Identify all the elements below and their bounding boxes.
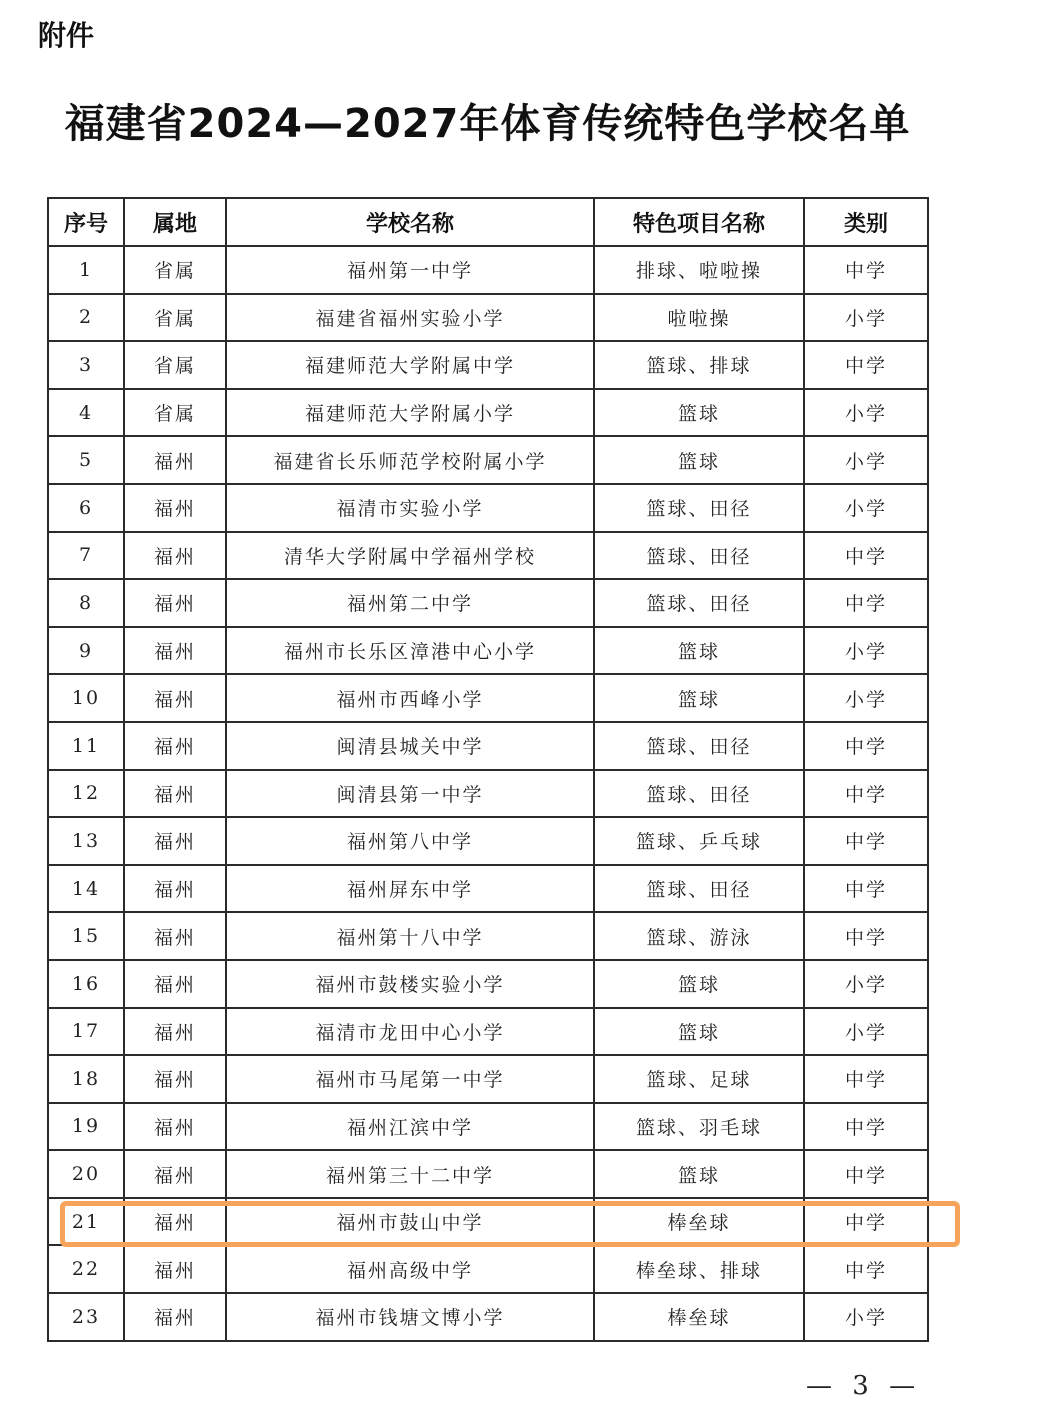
cell-category: 中学 [804, 817, 928, 865]
table-row [48, 1198, 928, 1246]
cell-no: 1 [48, 246, 124, 294]
table-row [48, 294, 928, 342]
cell-region: 省属 [124, 246, 226, 294]
cell-no: 15 [48, 912, 124, 960]
cell-school-name: 福建师范大学附属中学 [226, 341, 594, 389]
header-school-name: 学校名称 [226, 198, 594, 246]
cell-region: 省属 [124, 294, 226, 342]
cell-school-name: 福州市马尾第一中学 [226, 1055, 594, 1103]
cell-category: 中学 [804, 1150, 928, 1198]
cell-no: 5 [48, 436, 124, 484]
cell-sport: 篮球 [594, 674, 804, 722]
table-row [48, 436, 928, 484]
cell-sport: 篮球 [594, 1150, 804, 1198]
table-row [48, 865, 928, 913]
cell-no: 2 [48, 294, 124, 342]
cell-category: 中学 [804, 1055, 928, 1103]
cell-region: 福州 [124, 1245, 226, 1293]
cell-school-name: 福州第一中学 [226, 246, 594, 294]
cell-sport: 篮球、田径 [594, 865, 804, 913]
table-body [48, 246, 928, 1341]
cell-category: 中学 [804, 1198, 928, 1246]
cell-region: 福州 [124, 1150, 226, 1198]
cell-region: 福州 [124, 1055, 226, 1103]
cell-school-name: 闽清县城关中学 [226, 722, 594, 770]
cell-school-name: 福清市龙田中心小学 [226, 1008, 594, 1056]
table-row [48, 817, 928, 865]
cell-category: 中学 [804, 1103, 928, 1151]
cell-sport: 篮球、羽毛球 [594, 1103, 804, 1151]
cell-sport: 啦啦操 [594, 294, 804, 342]
cell-school-name: 闽清县第一中学 [226, 770, 594, 818]
cell-region: 福州 [124, 1103, 226, 1151]
cell-sport: 篮球 [594, 389, 804, 437]
cell-region: 福州 [124, 674, 226, 722]
cell-no: 9 [48, 627, 124, 675]
table-row [48, 674, 928, 722]
cell-no: 10 [48, 674, 124, 722]
cell-category: 中学 [804, 722, 928, 770]
header-region: 属地 [124, 198, 226, 246]
cell-category: 中学 [804, 865, 928, 913]
cell-sport: 篮球、田径 [594, 770, 804, 818]
cell-sport: 篮球、乒乓球 [594, 817, 804, 865]
cell-region: 福州 [124, 1293, 226, 1341]
cell-sport: 篮球、田径 [594, 579, 804, 627]
cell-region: 省属 [124, 341, 226, 389]
table-row [48, 960, 928, 1008]
table-row [48, 1150, 928, 1198]
cell-no: 16 [48, 960, 124, 1008]
table-row [48, 912, 928, 960]
cell-sport: 篮球、田径 [594, 532, 804, 580]
cell-school-name: 福州第二中学 [226, 579, 594, 627]
cell-sport: 篮球 [594, 436, 804, 484]
cell-category: 小学 [804, 674, 928, 722]
cell-category: 小学 [804, 960, 928, 1008]
header-sport: 特色项目名称 [594, 198, 804, 246]
cell-no: 19 [48, 1103, 124, 1151]
cell-category: 中学 [804, 770, 928, 818]
cell-school-name: 福建师范大学附属小学 [226, 389, 594, 437]
cell-region: 福州 [124, 627, 226, 675]
cell-sport: 棒垒球 [594, 1198, 804, 1246]
cell-sport: 棒垒球、排球 [594, 1245, 804, 1293]
cell-school-name: 福州第三十二中学 [226, 1150, 594, 1198]
cell-region: 福州 [124, 770, 226, 818]
cell-region: 福州 [124, 912, 226, 960]
table-row [48, 246, 928, 294]
table-row [48, 770, 928, 818]
cell-region: 福州 [124, 484, 226, 532]
cell-school-name: 福州江滨中学 [226, 1103, 594, 1151]
school-list-table [47, 197, 929, 1342]
cell-category: 小学 [804, 627, 928, 675]
cell-no: 17 [48, 1008, 124, 1056]
cell-region: 福州 [124, 436, 226, 484]
page-number: — 3 — [806, 1371, 922, 1401]
table-row [48, 722, 928, 770]
table-row [48, 1008, 928, 1056]
cell-school-name: 福建省福州实验小学 [226, 294, 594, 342]
cell-category: 中学 [804, 579, 928, 627]
cell-no: 14 [48, 865, 124, 913]
cell-no: 18 [48, 1055, 124, 1103]
cell-school-name: 福州第十八中学 [226, 912, 594, 960]
cell-no: 7 [48, 532, 124, 580]
table-row [48, 1055, 928, 1103]
cell-sport: 篮球 [594, 627, 804, 675]
table-row [48, 1245, 928, 1293]
cell-sport: 篮球、足球 [594, 1055, 804, 1103]
cell-category: 小学 [804, 294, 928, 342]
cell-no: 8 [48, 579, 124, 627]
cell-sport: 篮球 [594, 960, 804, 1008]
cell-region: 福州 [124, 579, 226, 627]
cell-category: 中学 [804, 1245, 928, 1293]
cell-sport: 篮球、游泳 [594, 912, 804, 960]
cell-region: 福州 [124, 722, 226, 770]
cell-no: 12 [48, 770, 124, 818]
table-row [48, 341, 928, 389]
cell-category: 中学 [804, 912, 928, 960]
cell-category: 中学 [804, 341, 928, 389]
cell-sport: 棒垒球 [594, 1293, 804, 1341]
cell-no: 6 [48, 484, 124, 532]
table-header-row [48, 198, 928, 246]
cell-no: 20 [48, 1150, 124, 1198]
table-row [48, 389, 928, 437]
cell-school-name: 福州市西峰小学 [226, 674, 594, 722]
cell-region: 福州 [124, 532, 226, 580]
cell-no: 4 [48, 389, 124, 437]
cell-no: 11 [48, 722, 124, 770]
cell-sport: 篮球、排球 [594, 341, 804, 389]
table-row [48, 579, 928, 627]
header-no: 序号 [48, 198, 124, 246]
table-row [48, 627, 928, 675]
table-row [48, 532, 928, 580]
cell-sport: 篮球、田径 [594, 484, 804, 532]
cell-school-name: 清华大学附属中学福州学校 [226, 532, 594, 580]
table-row [48, 1293, 928, 1341]
cell-category: 小学 [804, 1293, 928, 1341]
cell-school-name: 福州第八中学 [226, 817, 594, 865]
cell-no: 21 [48, 1198, 124, 1246]
document-title: 福建省2024—2027年体育传统特色学校名单 [64, 101, 911, 147]
cell-region: 省属 [124, 389, 226, 437]
cell-category: 中学 [804, 246, 928, 294]
cell-no: 22 [48, 1245, 124, 1293]
attachment-label: 附件 [38, 19, 95, 52]
cell-region: 福州 [124, 1198, 226, 1246]
cell-region: 福州 [124, 865, 226, 913]
cell-category: 小学 [804, 484, 928, 532]
cell-sport: 篮球 [594, 1008, 804, 1056]
table-row [48, 1103, 928, 1151]
cell-no: 23 [48, 1293, 124, 1341]
cell-category: 小学 [804, 389, 928, 437]
cell-school-name: 福州市鼓楼实验小学 [226, 960, 594, 1008]
cell-school-name: 福州市长乐区漳港中心小学 [226, 627, 594, 675]
cell-region: 福州 [124, 817, 226, 865]
cell-category: 中学 [804, 532, 928, 580]
cell-school-name: 福州屏东中学 [226, 865, 594, 913]
cell-region: 福州 [124, 960, 226, 1008]
cell-no: 13 [48, 817, 124, 865]
cell-school-name: 福建省长乐师范学校附属小学 [226, 436, 594, 484]
cell-category: 小学 [804, 436, 928, 484]
cell-school-name: 福清市实验小学 [226, 484, 594, 532]
cell-school-name: 福州市鼓山中学 [226, 1198, 594, 1246]
cell-category: 小学 [804, 1008, 928, 1056]
table-row [48, 484, 928, 532]
cell-sport: 排球、啦啦操 [594, 246, 804, 294]
cell-no: 3 [48, 341, 124, 389]
header-category: 类别 [804, 198, 928, 246]
cell-region: 福州 [124, 1008, 226, 1056]
cell-sport: 篮球、田径 [594, 722, 804, 770]
cell-school-name: 福州市钱塘文博小学 [226, 1293, 594, 1341]
cell-school-name: 福州高级中学 [226, 1245, 594, 1293]
